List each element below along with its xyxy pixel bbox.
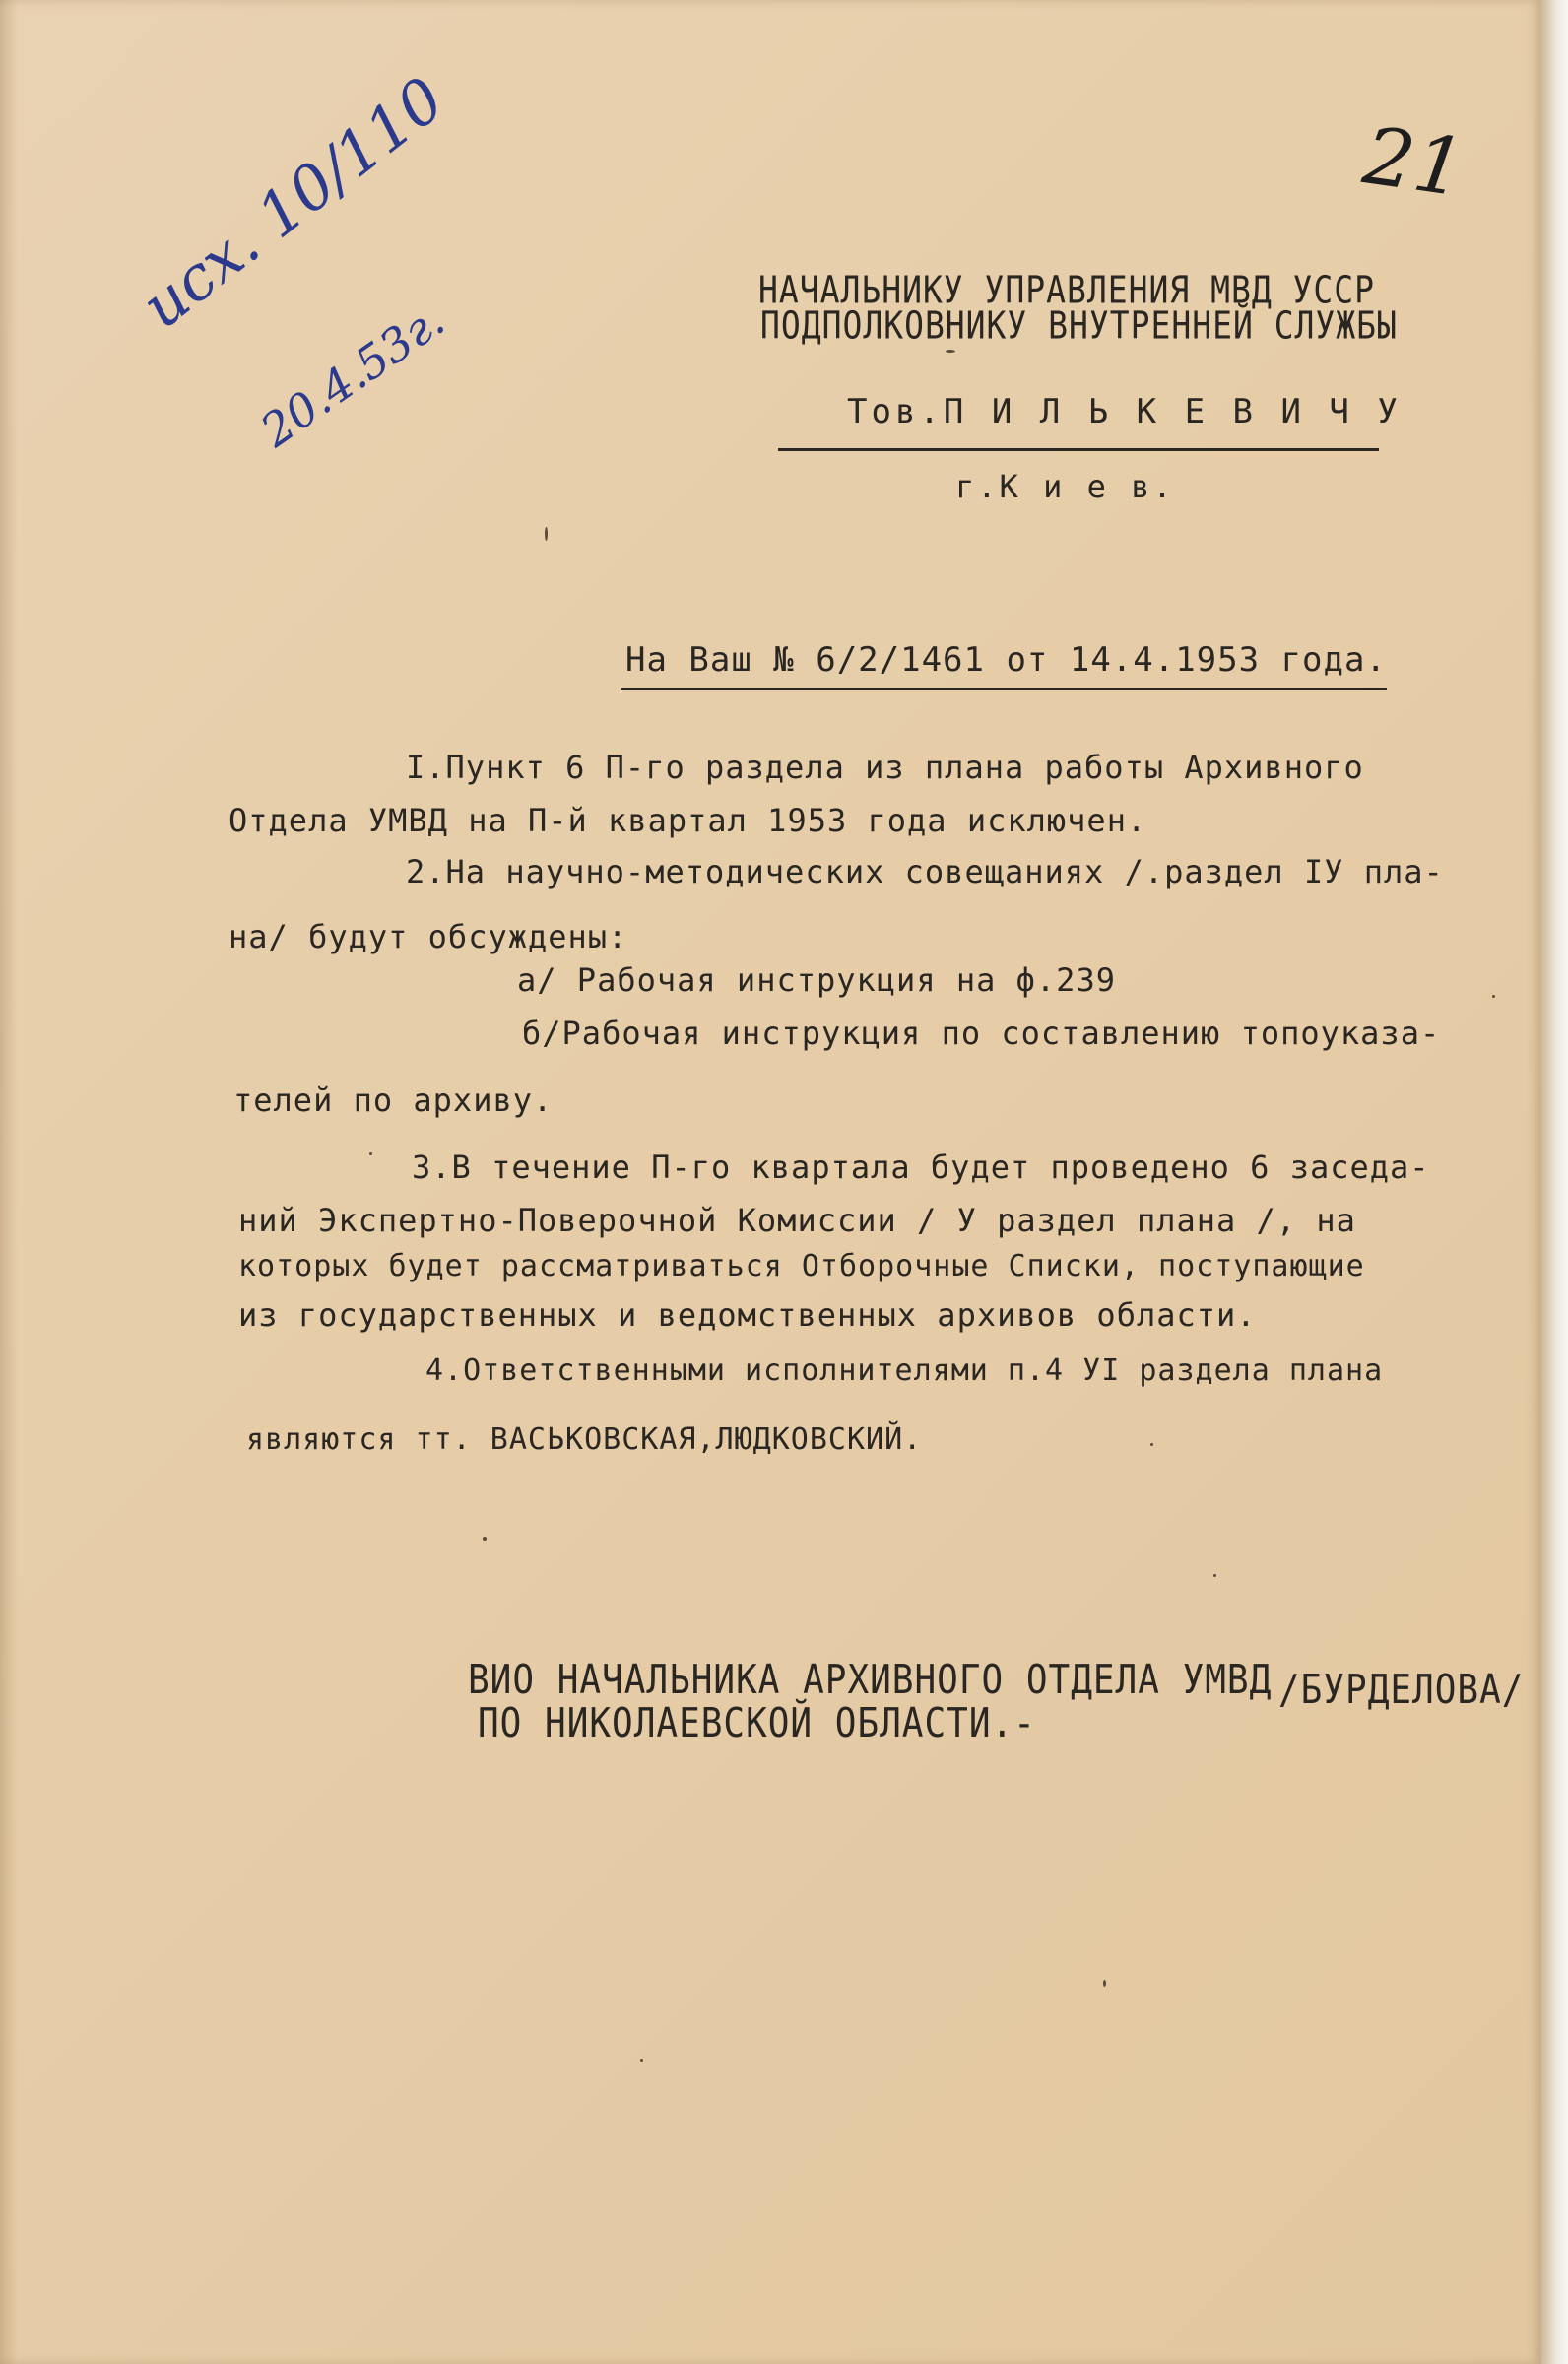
body-line: а/ Рабочая инструкция на ф.239: [517, 961, 1116, 999]
signature-name: /БУРДЕЛОВА/: [1278, 1667, 1525, 1714]
body-line: 4.Ответственными исполнителями п.4 УI раздела плана: [425, 1353, 1384, 1388]
addressee-name: Тов.П И Л Ь К Е В И Ч У: [847, 392, 1402, 431]
outgoing-number-handwritten: исх. 10/110: [128, 62, 458, 343]
addressee-line-2: ПОДПОЛКОВНИКУ ВНУТРЕННЕЙ СЛУЖБЫ: [760, 303, 1398, 348]
body-line: 2.На научно-методических совещаниях /.раздел IУ пла-: [406, 853, 1444, 890]
paper-speck: [483, 1537, 487, 1541]
body-line: 3.В течение П-го квартала будет проведено 6 заседа-: [412, 1149, 1430, 1186]
body-line: б/Рабочая инструкция по составлению топоуказа-: [522, 1015, 1441, 1052]
body-line: являются тт. ВАСЬКОВСКАЯ,ЛЮДКОВСКИЙ.: [246, 1422, 923, 1457]
body-line: Отдела УМВД на П-й квартал 1953 года исключен.: [229, 802, 1147, 839]
page-number-handwritten: 21: [1358, 109, 1470, 215]
body-line: из государственных и ведомственных архивов области.: [238, 1296, 1257, 1334]
signature-title-line-2: ПО НИКОЛАЕВСКОЙ ОБЛАСТИ.-: [478, 1700, 1036, 1747]
body-line: телей по архиву.: [233, 1082, 554, 1119]
body-line: на/ будут обсуждены:: [229, 918, 628, 955]
addressee-underline: [778, 448, 1379, 451]
signature-title-line-1: ВИО НАЧАЛЬНИКА АРХИВНОГО ОТДЕЛА УМВД: [468, 1657, 1273, 1704]
reference-line: На Ваш № 6/2/1461 от 14.4.1953 года.: [625, 640, 1387, 680]
body-line: I.Пункт 6 П-го раздела из плана работы Архивного: [406, 749, 1364, 786]
paper-speck: [1150, 1443, 1153, 1446]
outgoing-date-handwritten: 20.4.53г.: [251, 293, 454, 458]
reference-underline: [621, 688, 1387, 690]
addressee-line-1: НАЧАЛЬНИКУ УПРАВЛЕНИЯ МВД УССР: [758, 268, 1376, 312]
paper-speck: [369, 1152, 372, 1155]
paper-speck: [1213, 1574, 1216, 1577]
paper-speck: [1103, 1980, 1106, 1987]
page-shadow: [0, 0, 18, 2364]
paper-speck: [640, 2059, 643, 2062]
body-line: которых будет рассматриваться Отборочные Списки, поступающие: [238, 1249, 1365, 1283]
page-edge: [1541, 0, 1568, 2364]
paper-speck: [1492, 995, 1495, 998]
addressee-city: г.К и е в.: [955, 468, 1175, 505]
paper-speck: [946, 350, 955, 353]
body-line: ний Экспертно-Поверочной Комиссии / У раздел плана /, на: [238, 1202, 1356, 1239]
paper-speck: [545, 527, 548, 541]
